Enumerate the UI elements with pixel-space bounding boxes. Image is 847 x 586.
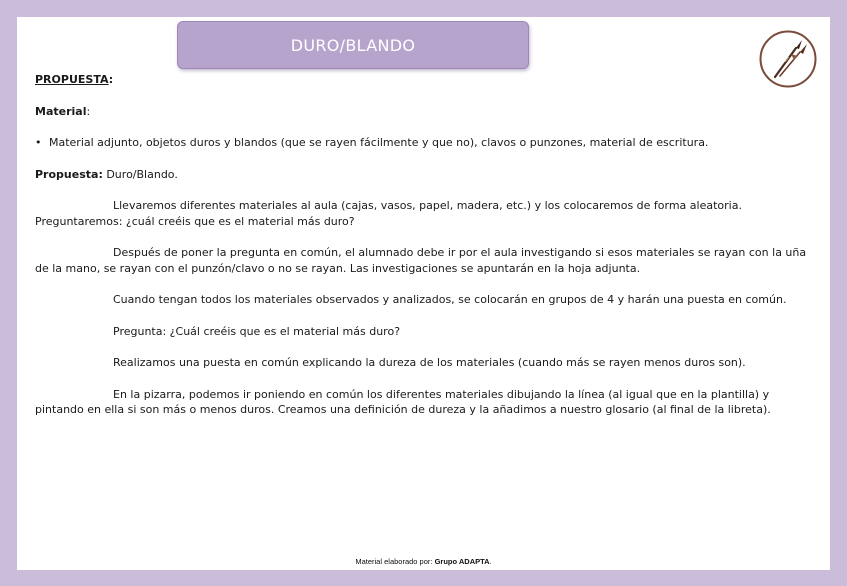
paragraph: Realizamos una puesta en común explicando la dureza de los materiales (cuando más se rayen menos duros son). — [113, 356, 746, 369]
paragraph: En la pizarra, podemos ir poniendo en común los diferentes materiales dibujando la línea (al igual que en la plantilla) y pintando en ella si son más o menos duros. Creamos una definición de dureza y la añadimos a nuestro glosario (al final de la libreta). — [35, 387, 771, 416]
footer-prefix: Material elaborado por: — [355, 557, 435, 566]
page — [17, 17, 830, 570]
propuesta-heading-colon: : — [108, 73, 114, 86]
bullet-icon: • — [35, 136, 42, 149]
propuesta-line — [35, 167, 807, 183]
propuesta-heading: PROPUESTA — [35, 73, 109, 86]
propuesta-heading-line — [35, 72, 807, 88]
document-body — [35, 72, 807, 418]
material-colon: : — [86, 104, 91, 118]
footer-group: Grupo ADAPTA — [434, 557, 490, 566]
page-title — [177, 21, 529, 69]
material-item-text: Material adjunto, objetos duros y blandos (que se rayen fácilmente y que no), clavos o punzones, material de escritura. — [49, 136, 709, 149]
propuesta-value: Duro/Blando. — [102, 167, 178, 181]
paragraph: Pregunta: ¿Cuál creéis que es el material más duro? — [113, 324, 401, 338]
paragraph: Llevaremos diferentes materiales al aula (cajas, vasos, papel, madera, etc.) y los colocaremos de forma aleatoria. Preguntaremos: ¿cuál creéis que es el material más duro? — [35, 199, 742, 228]
footer-suffix: . — [489, 557, 492, 566]
paragraph: Cuando tengan todos los materiales observados y analizados, se colocarán en grupos de 4 y harán una puesta en común. — [113, 293, 787, 306]
paragraph: Después de poner la pregunta en común, el alumnado debe ir por el aula investigando si esos materiales se rayan con la uña de la mano, se rayan con el punzón/clavo o no se rayan. Las investigaciones se apuntarán en la hoja adjunta. — [35, 246, 807, 275]
page-title-text: DURO/BLANDO — [290, 35, 416, 55]
footer-credit — [17, 557, 830, 566]
material-list-item — [35, 135, 807, 151]
material-heading-line — [35, 104, 807, 120]
propuesta-label: Propuesta: — [35, 167, 103, 181]
material-label: Material — [35, 104, 87, 118]
